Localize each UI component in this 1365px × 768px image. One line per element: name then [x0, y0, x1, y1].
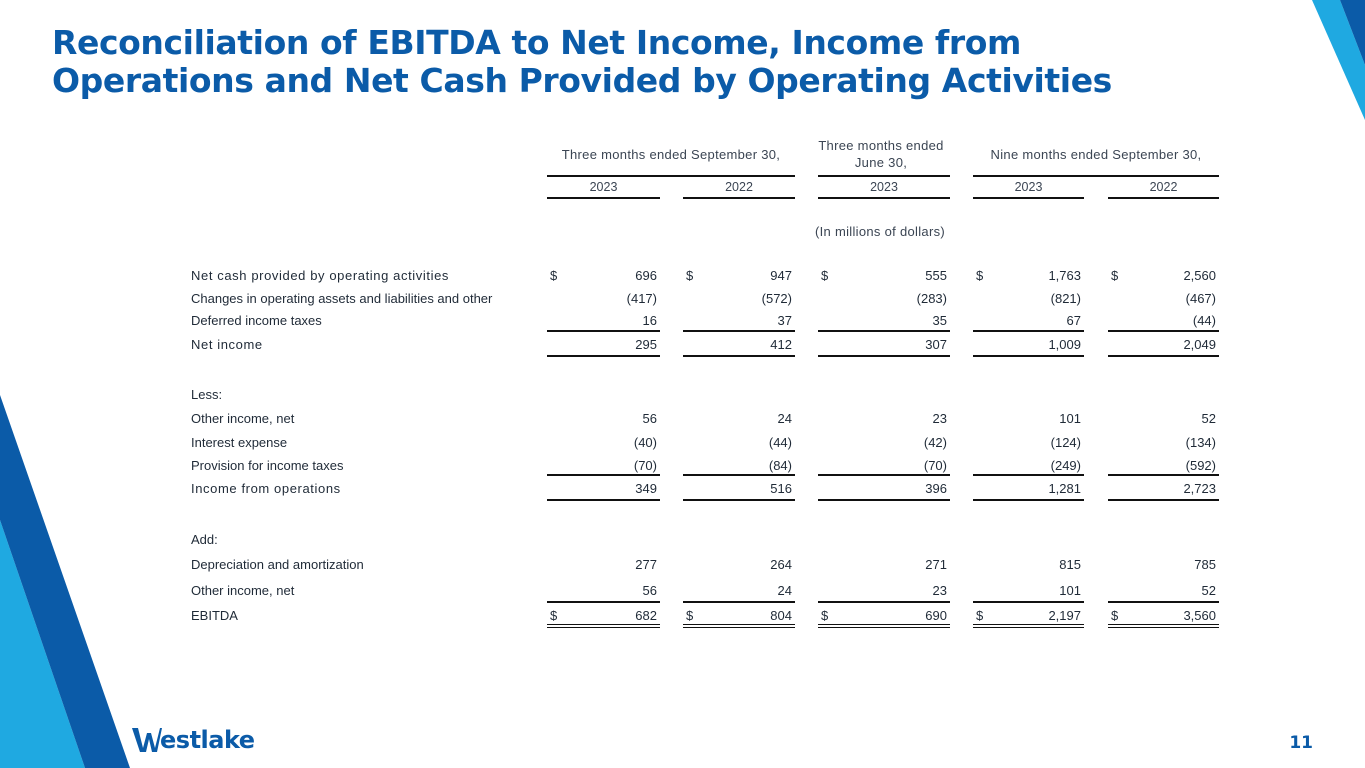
cell-other_income_2: 56	[642, 583, 657, 598]
cell-other_income_1: 24	[777, 411, 792, 426]
row-label-add: Add:	[191, 532, 218, 547]
cell-deferred: 35	[932, 313, 947, 328]
row-label-net_income: Net income	[191, 337, 263, 352]
total-rule	[683, 601, 795, 603]
cell-ebitda: 2,197	[1048, 608, 1081, 623]
total-rule	[818, 474, 950, 476]
total-rule	[547, 499, 660, 501]
cell-changes: (417)	[626, 291, 657, 306]
dollar-sign: $	[1111, 608, 1119, 623]
dollar-sign: $	[550, 268, 558, 283]
cell-interest: (44)	[768, 435, 792, 450]
cell-other_income_2: 52	[1201, 583, 1216, 598]
dollar-sign: $	[821, 608, 829, 623]
col-group-three-months-sep: Three months ended September 30,	[561, 147, 781, 162]
cell-deferred: (44)	[1192, 313, 1216, 328]
year-header: 2023	[589, 180, 618, 194]
cell-net_cash: 1,763	[1048, 268, 1081, 283]
cell-other_income_1: 23	[932, 411, 947, 426]
cell-ebitda: 690	[925, 608, 947, 623]
cell-net_cash: 555	[925, 268, 947, 283]
cell-deferred: 16	[642, 313, 657, 328]
col-group-june-line1: Three months ended	[818, 138, 944, 153]
double-rule	[1108, 624, 1219, 625]
total-rule	[973, 601, 1084, 603]
cell-net_cash: 947	[770, 268, 792, 283]
dollar-sign: $	[821, 268, 829, 283]
cell-dep: 815	[1059, 557, 1081, 572]
year-rule	[818, 197, 950, 199]
page-title	[52, 24, 1292, 100]
cell-other_income_2: 101	[1059, 583, 1081, 598]
cell-interest: (40)	[633, 435, 657, 450]
cell-dep: 264	[770, 557, 792, 572]
total-rule	[973, 330, 1084, 332]
westlake-w-icon	[132, 728, 162, 754]
total-rule	[683, 330, 795, 332]
header-rule	[973, 175, 1219, 177]
row-label-changes: Changes in operating assets and liabilities and other	[191, 291, 493, 306]
row-label-dep: Depreciation and amortization	[191, 557, 364, 572]
cell-ebitda: 3,560	[1183, 608, 1216, 623]
cell-changes: (821)	[1050, 291, 1081, 306]
row-label-less: Less:	[191, 387, 223, 402]
cell-ebitda: 804	[770, 608, 792, 623]
cell-other_income_1: 56	[642, 411, 657, 426]
cell-changes: (467)	[1185, 291, 1216, 306]
cell-income_ops: 516	[770, 481, 792, 496]
cell-interest: (134)	[1185, 435, 1216, 450]
double-rule	[1108, 627, 1219, 628]
year-rule	[1108, 197, 1219, 199]
row-label-net_cash: Net cash provided by operating activities	[191, 268, 450, 283]
title-line-2: Operations and Net Cash Provided by Operating Activities	[52, 61, 1112, 100]
cell-deferred: 37	[777, 313, 792, 328]
cell-provision: (70)	[633, 458, 657, 473]
dollar-sign: $	[686, 268, 694, 283]
total-rule	[547, 474, 660, 476]
cell-income_ops: 1,281	[1048, 481, 1081, 496]
total-rule	[973, 499, 1084, 501]
cell-dep: 271	[925, 557, 947, 572]
row-label-other_income_1: Other income, net	[191, 411, 295, 426]
cell-other_income_2: 23	[932, 583, 947, 598]
cell-dep: 277	[635, 557, 657, 572]
cell-net_cash: 2,560	[1183, 268, 1216, 283]
year-header: 2023	[870, 180, 898, 194]
header-rule	[547, 175, 795, 177]
col-group-three-months-june	[806, 137, 956, 171]
total-rule	[683, 355, 795, 357]
cell-provision: (592)	[1185, 458, 1216, 473]
year-header: 2022	[725, 180, 753, 194]
cell-provision: (249)	[1050, 458, 1081, 473]
cell-net_cash: 696	[635, 268, 657, 283]
cell-net_income: 295	[635, 337, 657, 352]
cell-other_income_1: 101	[1059, 411, 1081, 426]
cell-income_ops: 396	[925, 481, 947, 496]
dollar-sign: $	[686, 608, 694, 623]
row-label-provision: Provision for income taxes	[191, 458, 344, 473]
cell-other_income_2: 24	[777, 583, 792, 598]
title-line-1: Reconciliation of EBITDA to Net Income, Income from	[52, 23, 1021, 62]
cell-net_income: 2,049	[1183, 337, 1216, 352]
year-header: 2023	[1014, 180, 1043, 194]
col-group-nine-months-sep: Nine months ended September 30,	[990, 147, 1202, 162]
double-rule	[818, 624, 950, 625]
dollar-sign: $	[550, 608, 558, 623]
col-group-june-line2: June 30,	[854, 155, 908, 170]
cell-net_income: 307	[925, 337, 947, 352]
cell-interest: (42)	[923, 435, 947, 450]
total-rule	[973, 355, 1084, 357]
cell-net_income: 1,009	[1048, 337, 1081, 352]
dollar-sign: $	[1111, 268, 1119, 283]
row-label-interest: Interest expense	[191, 435, 288, 450]
total-rule	[547, 355, 660, 357]
year-header: 2022	[1149, 180, 1178, 194]
cell-changes: (572)	[761, 291, 792, 306]
units-note: (In millions of dollars)	[814, 224, 945, 239]
row-label-ebitda: EBITDA	[191, 608, 238, 623]
row-label-other_income_2: Other income, net	[191, 583, 295, 598]
dollar-sign: $	[976, 608, 984, 623]
dollar-sign: $	[976, 268, 984, 283]
cell-ebitda: 682	[635, 608, 657, 623]
total-rule	[1108, 474, 1219, 476]
row-label-deferred: Deferred income taxes	[191, 313, 322, 328]
total-rule	[683, 499, 795, 501]
total-rule	[818, 330, 950, 332]
total-rule	[683, 474, 795, 476]
page-number: 11	[1289, 733, 1313, 753]
cell-other_income_1: 52	[1201, 411, 1216, 426]
cell-interest: (124)	[1050, 435, 1081, 450]
row-label-income_ops: Income from operations	[191, 481, 341, 496]
double-rule	[683, 627, 795, 628]
header-rule	[818, 175, 950, 177]
total-rule	[547, 330, 660, 332]
total-rule	[818, 355, 950, 357]
year-rule	[683, 197, 795, 199]
double-rule	[973, 624, 1084, 625]
year-rule	[973, 197, 1084, 199]
cell-dep: 785	[1194, 557, 1216, 572]
year-rule	[547, 197, 660, 199]
double-rule	[547, 627, 660, 628]
westlake-logo-text: estlake	[160, 726, 255, 754]
double-rule	[547, 624, 660, 625]
total-rule	[547, 601, 660, 603]
double-rule	[973, 627, 1084, 628]
cell-income_ops: 2,723	[1183, 481, 1216, 496]
cell-deferred: 67	[1066, 313, 1081, 328]
total-rule	[818, 499, 950, 501]
total-rule	[1108, 499, 1219, 501]
total-rule	[1108, 330, 1219, 332]
total-rule	[973, 474, 1084, 476]
double-rule	[818, 627, 950, 628]
double-rule	[683, 624, 795, 625]
cell-provision: (70)	[923, 458, 947, 473]
total-rule	[818, 601, 950, 603]
cell-changes: (283)	[916, 291, 947, 306]
cell-net_income: 412	[770, 337, 792, 352]
cell-income_ops: 349	[635, 481, 657, 496]
total-rule	[1108, 601, 1219, 603]
total-rule	[1108, 355, 1219, 357]
cell-provision: (84)	[768, 458, 792, 473]
